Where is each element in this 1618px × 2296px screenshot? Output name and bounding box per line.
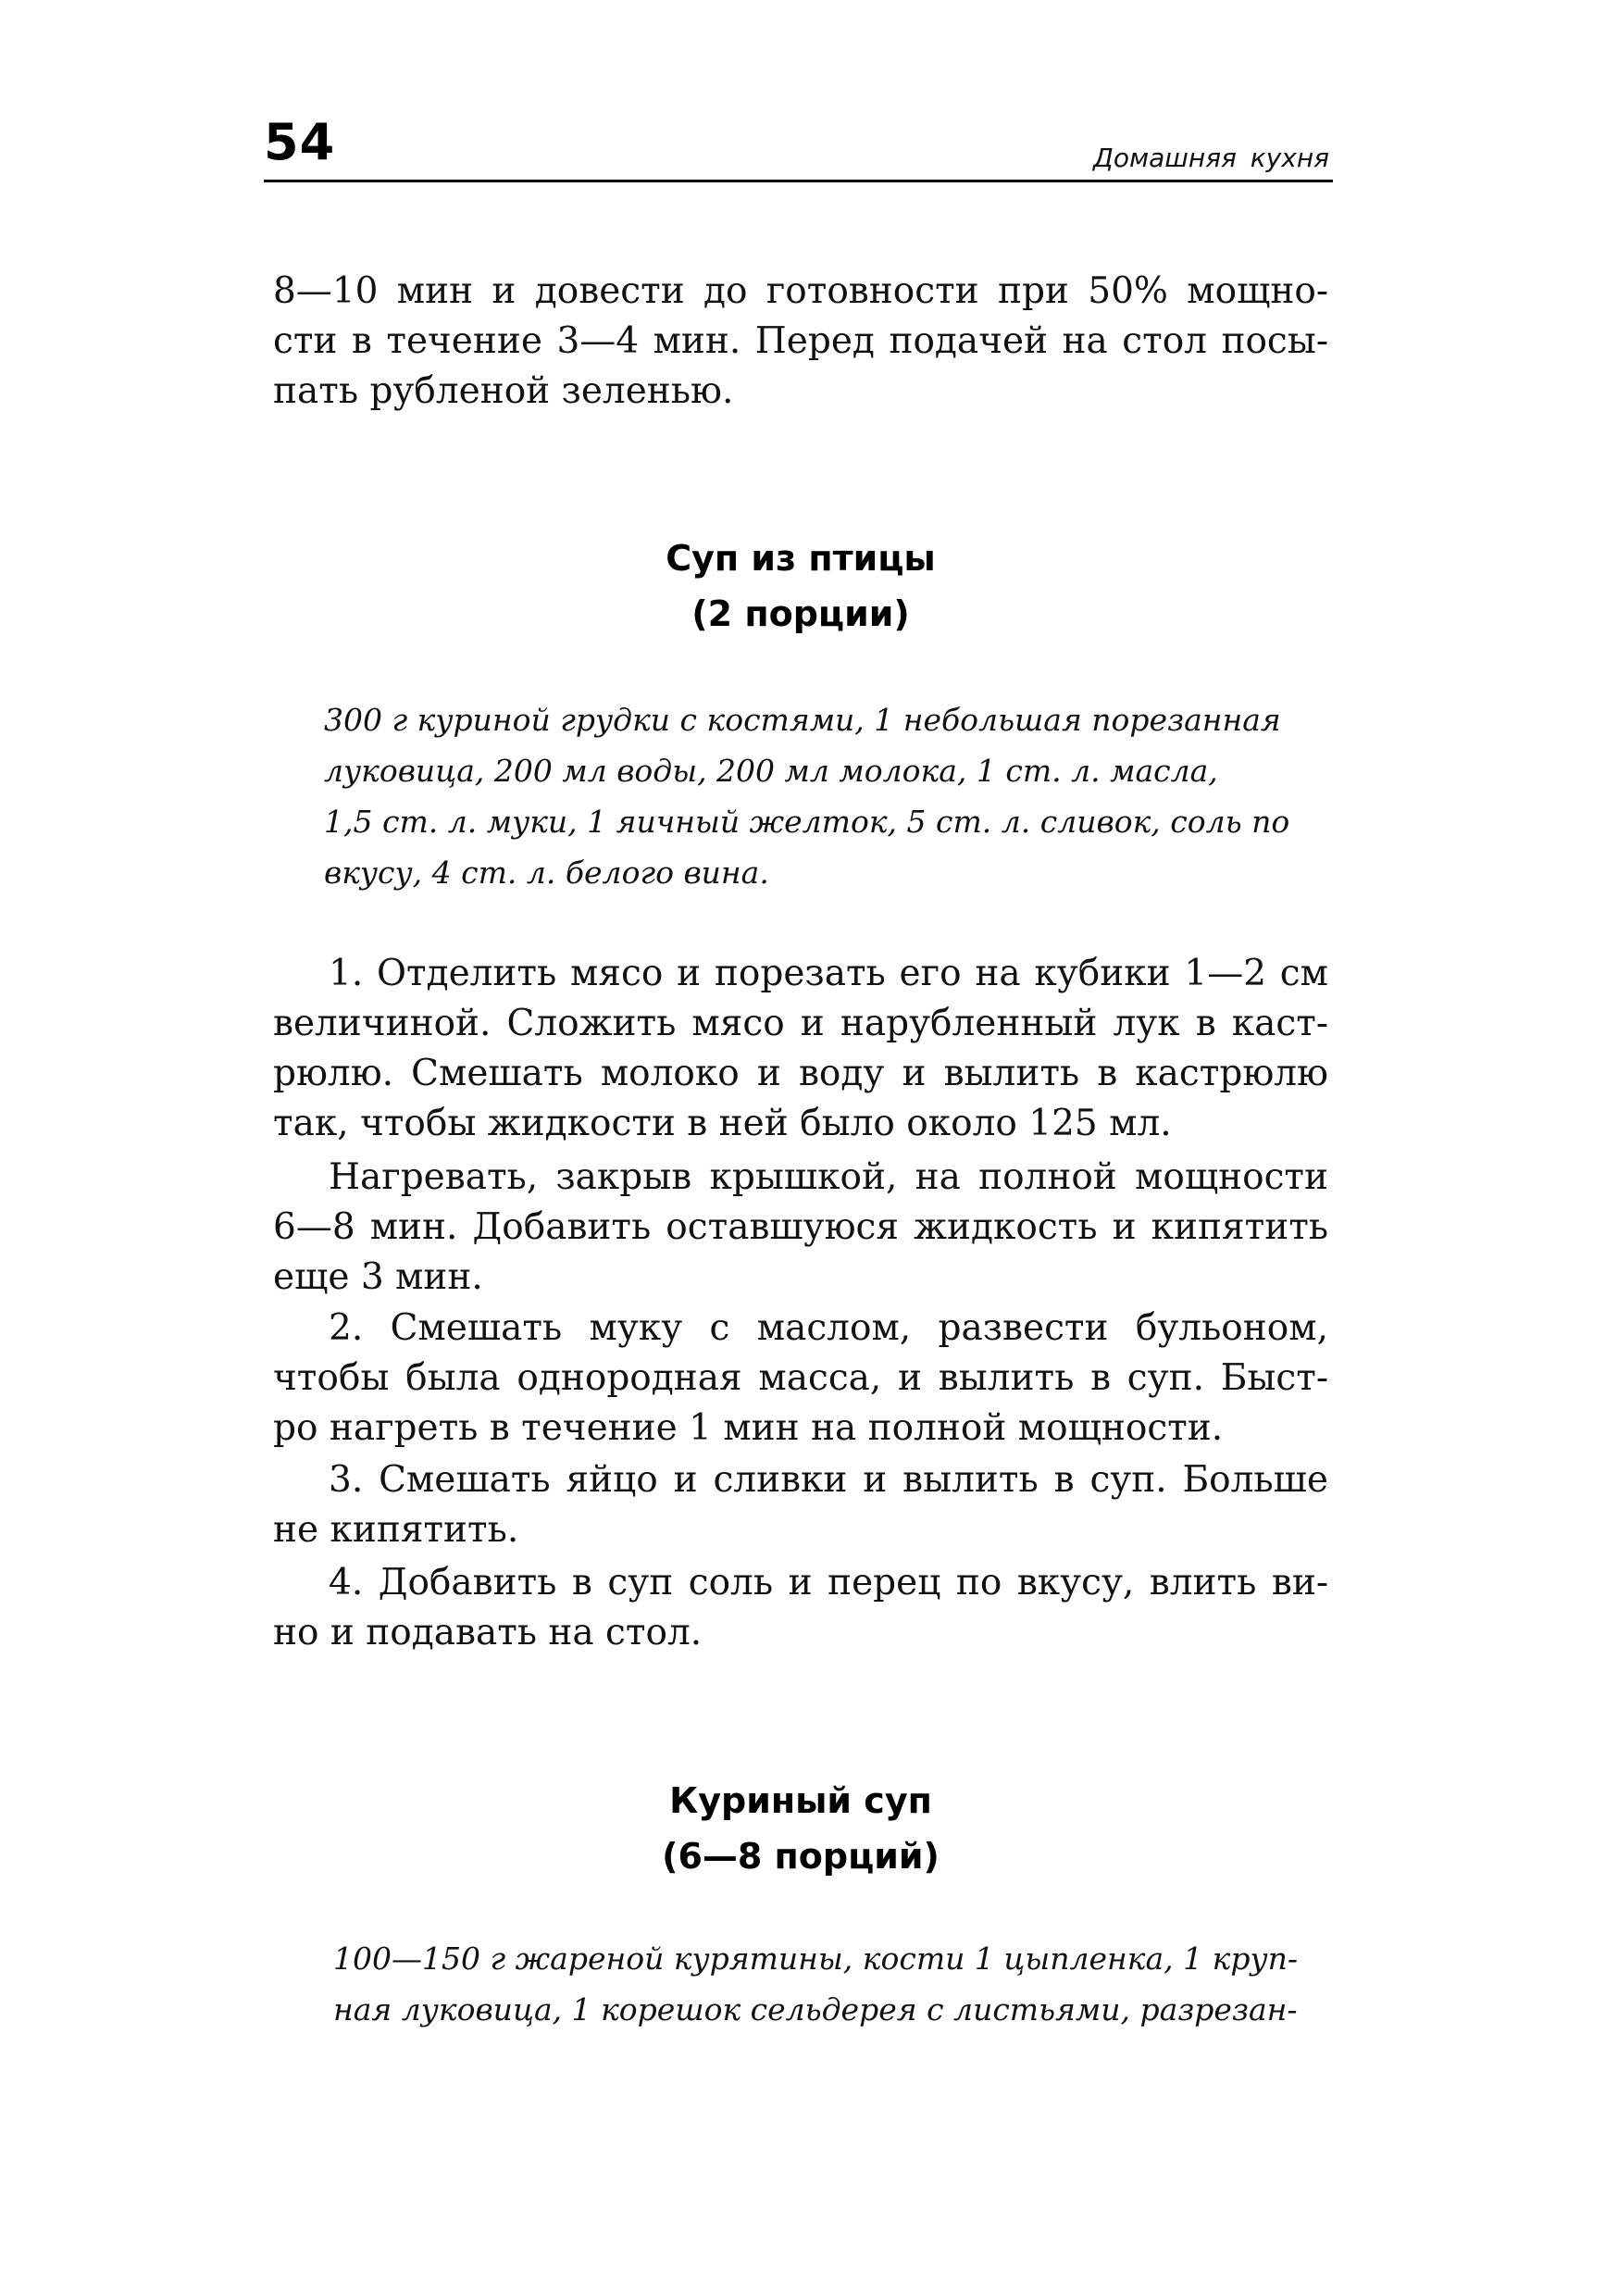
ingredients-line: 100—150 г жареной курятины, кости 1 цыпленка, 1 круп- xyxy=(333,1940,1299,1977)
ingredients-line: луковица, 200 мл воды, 200 мл молока, 1 ст. л. масла, xyxy=(324,753,1218,789)
step-3-paragraph xyxy=(273,1455,1328,1555)
ingredients-list xyxy=(333,1933,1314,2035)
text-line: еще 3 мин. xyxy=(273,1256,483,1298)
text-line: 1. Отделить мясо и порезать его на кубики 1—2 см xyxy=(329,953,1328,994)
text-line: так, чтобы жидкости в ней было около 125 мл. xyxy=(273,1103,1172,1144)
text-line: ро нагреть в течение 1 мин на полной мощности. xyxy=(273,1407,1224,1449)
ingredients-line: 1,5 ст. л. муки, 1 яичный желток, 5 ст. л. сливок, соль по xyxy=(324,804,1290,840)
text-line: чтобы была однородная масса, и вылить в суп. Быст- xyxy=(273,1357,1328,1399)
recipe-title-portions: (6—8 порций) xyxy=(662,1836,940,1877)
text-line: Нагревать, закрыв крышкой, на полной мощности xyxy=(329,1156,1328,1198)
recipe-title xyxy=(273,530,1328,642)
running-title: Домашняя кухня xyxy=(1092,143,1329,173)
step-1-paragraph xyxy=(273,949,1328,1149)
text-line: 4. Добавить в суп соль и перец по вкусу, влить ви- xyxy=(329,1562,1328,1603)
recipe-title xyxy=(273,1773,1328,1884)
header-rule xyxy=(264,180,1333,182)
page-number: 54 xyxy=(264,113,336,171)
recipe-title-name: Суп из птицы xyxy=(666,538,936,579)
recipe-title-portions: (2 порции) xyxy=(691,593,910,634)
intro-paragraph xyxy=(273,267,1328,417)
text-line: пать рубленой зеленью. xyxy=(273,370,734,412)
recipe-title-name: Куриный суп xyxy=(669,1780,932,1821)
ingredients-line: вкусу, 4 ст. л. белого вина. xyxy=(324,855,769,891)
ingredients-line: ная луковица, 1 корешок сельдерея с листьями, разрезан- xyxy=(333,1991,1298,2028)
text-line: рюлю. Смешать молоко и воду и вылить в кастрюлю xyxy=(273,1053,1328,1094)
step-4-paragraph xyxy=(273,1558,1328,1658)
step-1-continuation-paragraph xyxy=(273,1153,1328,1303)
text-line: сти в течение 3—4 мин. Перед подачей на стол посы- xyxy=(273,320,1328,362)
ingredients-list xyxy=(324,694,1305,898)
ingredients-line: 300 г куриной грудки с костями, 1 небольшая порезанная xyxy=(324,702,1281,738)
page-header xyxy=(264,111,1333,185)
text-line: 2. Смешать муку с маслом, развести бульоном, xyxy=(329,1307,1328,1349)
step-2-paragraph xyxy=(273,1304,1328,1454)
text-line: 8—10 мин и довести до готовности при 50% мощно- xyxy=(273,270,1328,312)
text-line: но и подавать на стол. xyxy=(273,1612,703,1653)
text-line: не кипятить. xyxy=(273,1509,519,1551)
text-line: величиной. Сложить мясо и нарубленный лук в каст- xyxy=(273,1003,1328,1044)
text-line: 3. Смешать яйцо и сливки и вылить в суп. Больше xyxy=(329,1459,1328,1501)
text-line: 6—8 мин. Добавить оставшуюся жидкость и кипятить xyxy=(273,1206,1328,1248)
